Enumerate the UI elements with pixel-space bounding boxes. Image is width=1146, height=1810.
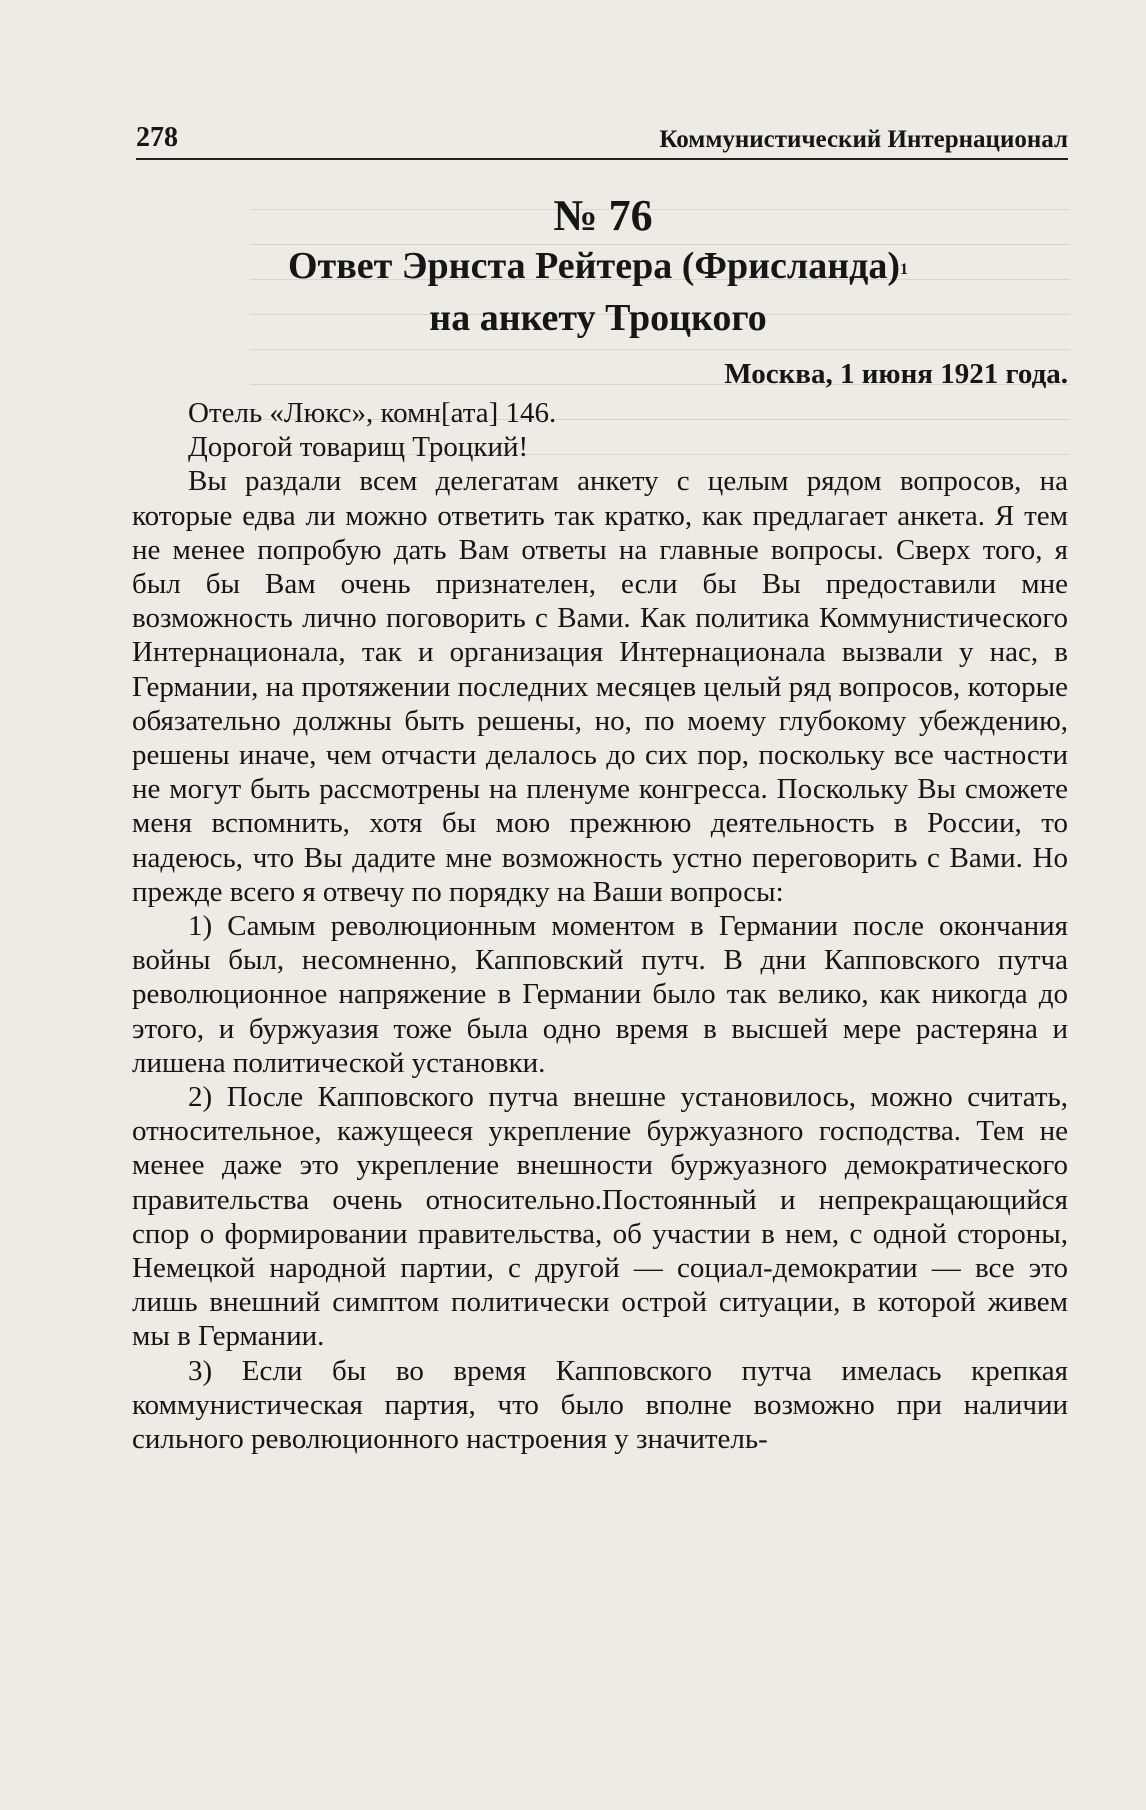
paragraph: 2) После Капповского путча внешне установилось, можно считать, относительное, кажущееся укрепление буржуазного господства. Тем не менее даже это укрепление внешности буржуазного демократического правительства очень относительно.Постоянный и непрекращающийся спор о формировании правительства, об участии в нем, с одной стороны, Немецкой народной партии, с другой — социал-демократии — все это лишь внешний симптом политически острой ситуации, в которой живем мы в Германии. — [132, 1081, 1068, 1353]
paragraph: Вы раздали всем делегатам анкету с целым рядом вопросов, на которые едва ли можно ответить так кратко, как предлагает анкета. Я тем не менее попробую дать Вам ответы на главные вопросы. Сверх того, я был бы Вам очень признателен, если бы Вы предоставили мне возможность лично поговорить с Вами. Как политика Коммунистического Интернационала, так и организация Интернационала вызвали у нас, в Германии, на протяжении последних месяцев целый ряд вопросов, которые обязательно должны быть решены, но, по моему глубокому убеждению, решены иначе, чем отчасти делалось до сих пор, поскольку все частности не могут быть рассмотрены на пленуме конгресса. Поскольку Вы сможете меня вспомнить, хотя бы мою прежнюю деятельность в России, то надеюсь, что Вы дадите мне возможность устно переговорить с Вами. Но прежде всего я отвечу по порядку на Ваши вопросы: — [132, 465, 1068, 908]
document-title-line-1: Ответ Эрнста Рейтера (Фрисланда)$^1$ — [288, 245, 908, 287]
document-number: № 76 — [553, 191, 653, 240]
paragraph: 3) Если бы во время Капповского путча имелась крепкая коммунистическая партия, что было вполне возможно при наличии сильного революционного настроения у значитель- — [132, 1354, 1068, 1456]
salutation: Дорогой товарищ Троцкий! — [188, 431, 529, 464]
document-title — [0, 240, 1146, 344]
running-head — [136, 118, 1068, 160]
page-number: 278 — [136, 122, 178, 153]
dateline: Москва, 1 июня 1921 года. — [724, 358, 1068, 390]
document-title-line-2: на анкету Троцкого — [429, 297, 767, 339]
running-title: Коммунистический Интернационал — [659, 126, 1068, 153]
paragraph: 1) Самым революционным моментом в Германии после окончания войны был, несомненно, Капповский путч. В дни Капповского путча революционное напряжение в Германии было так велико, как никогда до этого, и буржуазия тоже была одно время в высшей мере растеряна и лишена политической установки. — [132, 910, 1068, 1079]
letter-body — [132, 396, 1068, 1456]
address-line: Отель «Люкс», комн[ата] 146. — [188, 397, 557, 429]
footnote-marker: 1 — [900, 261, 908, 278]
